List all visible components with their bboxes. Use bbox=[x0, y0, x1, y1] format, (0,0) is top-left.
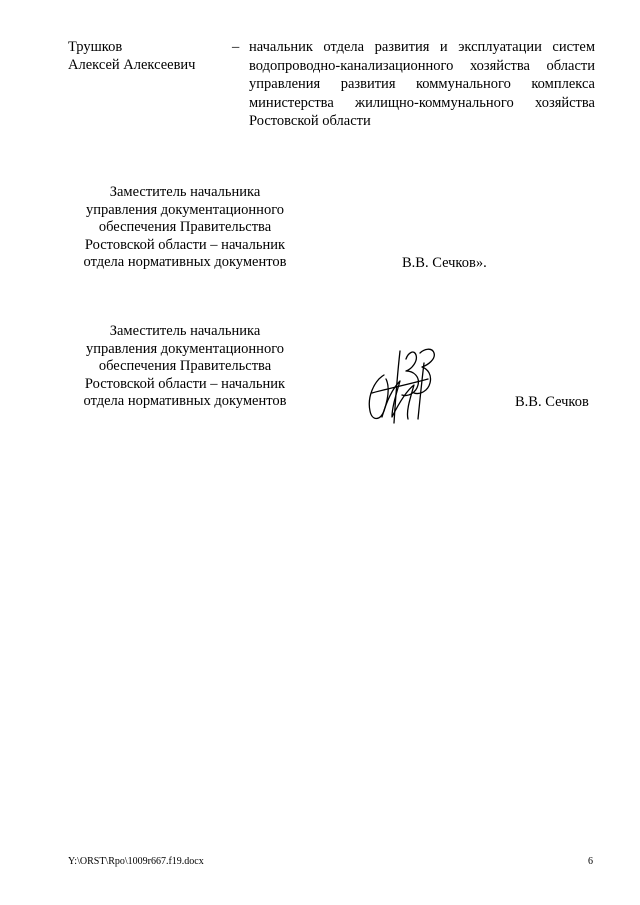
title-line: Заместитель начальника bbox=[109, 184, 261, 200]
page-number: 6 bbox=[588, 856, 593, 867]
handwritten-signature bbox=[362, 345, 440, 427]
signature-title-2 bbox=[60, 323, 310, 411]
title-line: обеспечения Правительства bbox=[98, 219, 272, 235]
person-surname: Трушков bbox=[68, 39, 123, 55]
person-entry bbox=[68, 38, 598, 128]
title-line: отдела нормативных документов bbox=[83, 254, 287, 270]
person-given-name: Алексей Алексеевич bbox=[68, 57, 196, 73]
title-line: Ростовской области – начальник bbox=[84, 236, 286, 253]
person-name bbox=[68, 38, 228, 74]
title-line: Ростовской области – начальник bbox=[84, 375, 286, 392]
footer-file-path: Y:\ORST\Rpo\1009r667.f19.docx bbox=[68, 856, 204, 867]
title-line: управления документационного bbox=[85, 340, 285, 357]
signature-title-1 bbox=[60, 184, 310, 272]
title-line: Заместитель начальника bbox=[109, 323, 261, 339]
signer-name-2: В.В. Сечков bbox=[515, 394, 589, 410]
dash-separator: – bbox=[232, 39, 240, 55]
title-line: обеспечения Правительства bbox=[98, 358, 272, 374]
title-line: управления документационного bbox=[85, 201, 285, 218]
title-line: отдела нормативных документов bbox=[83, 393, 287, 409]
signer-name-1: В.В. Сечков». bbox=[402, 255, 487, 271]
person-role: начальник отдела развития и эксплуатации систем водопроводно-канализационного хозяйства области управления развития коммунального комплекса министерства жилищно-коммунального хозяйства Ростовской области bbox=[249, 39, 595, 129]
